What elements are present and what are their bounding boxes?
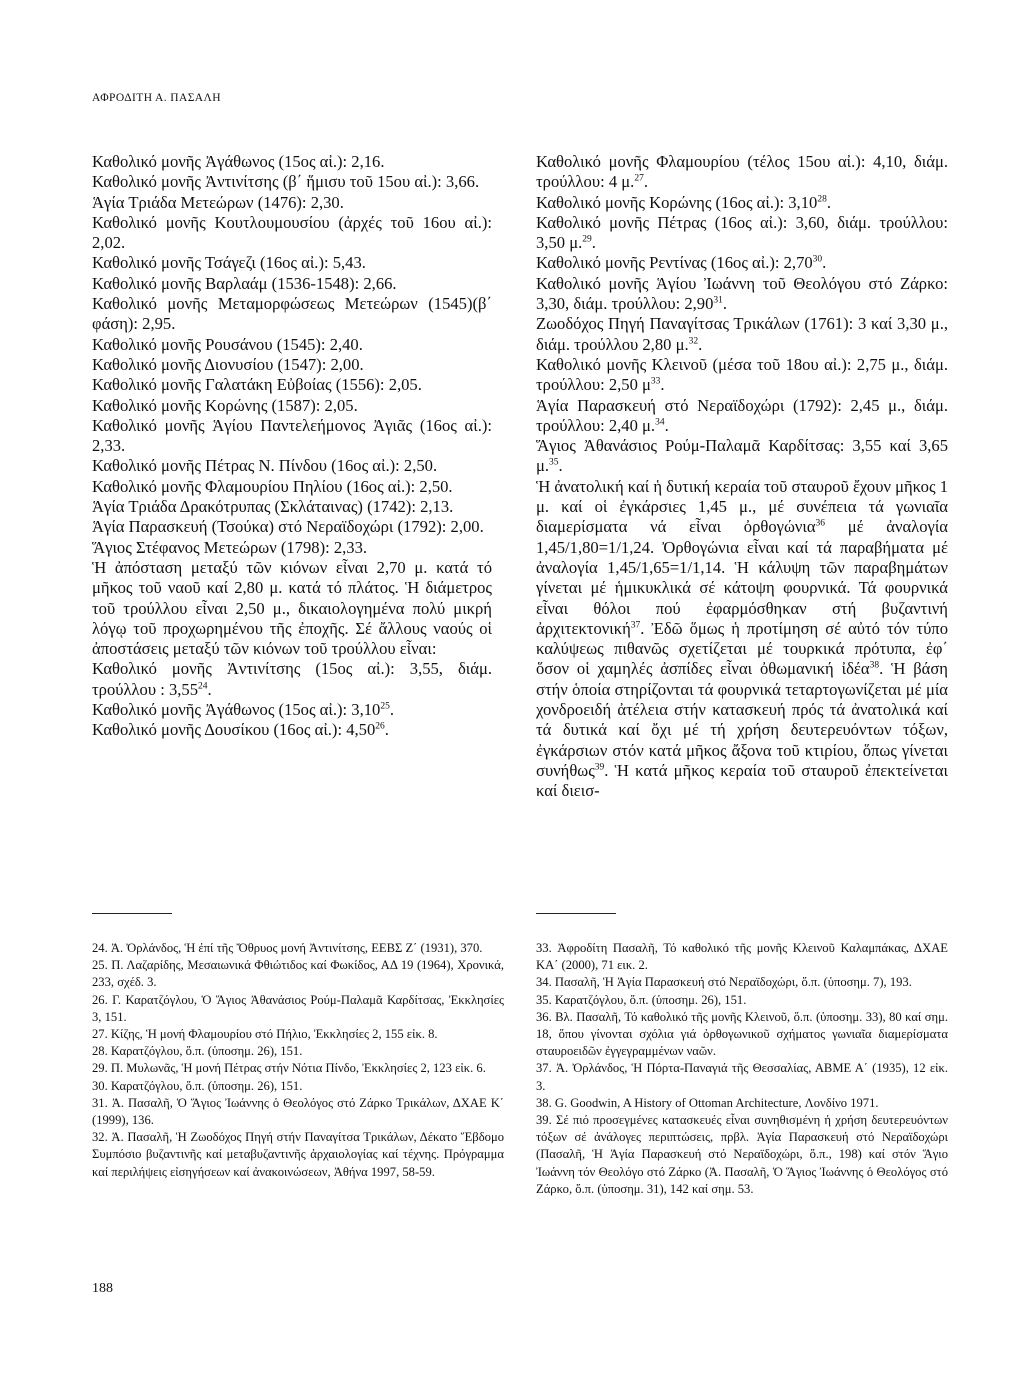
footnote-ref[interactable]: 37 [630,620,641,631]
list-item: Ἅγιος Ἀθανάσιος Ρούμ-Παλαμᾶ Καρδίτσας: 3,55 καί 3,65 μ.$^{35}$. [536,436,948,476]
list-item: Καθολικό μονῆς Ἀντινίτσης (β΄ ἥμισυ τοῦ 15ου αἰ.): 3,66. [92,172,480,192]
list-item: Καθολικό μονῆς Φλαμουρίου (τέλος 15ου αἰ.): 4,10, διάμ. τρούλλου: 4 μ.$^{27}$. [536,152,948,192]
list-item: Ἅγιος Στέφανος Μετεώρων (1798): 2,33. [92,537,368,557]
footnote: 32. Ἀ. Πασαλῆ, Ἡ Ζωοδόχος Πηγή στήν Παναγίτσα Τρικάλων, Δέκατο Ἕβδομο Συμπόσιο βυζαντινῆς καί μεταβυζαντινῆς ἀρχαιολογίας καί τέχνης. Πρόγραμμα καί περιλήψεις εἰσηγήσεων καί ἀνακοινώσεων, Ἀθήνα 1997, 58-59. [92,1130,504,1179]
footnote: 27. Κίζης, Ἡ μονή Φλαμουρίου στό Πήλιο, Ἐκκλησίες 2, 155 εἰκ. 8. [92,1027,438,1042]
footnote: 35. Καρατζόγλου, ὅ.π. (ὑποσημ. 26), 151. [536,992,747,1007]
list-item: Καθολικό μονῆς Ρουσάνου (1545): 2,40. [92,334,363,354]
footnote: 26. Γ. Καρατζόγλου, Ὁ Ἅγιος Ἀθανάσιος Ρούμ-Παλαμᾶ Καρδίτσας, Ἐκκλησίες 3, 151. [92,992,504,1024]
list-item: Καθολικό μονῆς Βαρλαάμ (1536-1548): 2,66. [92,273,397,293]
body-paragraph: Ἡ ἀπόσταση μεταξύ τῶν κιόνων εἶναι 2,70 μ. κατά τό μῆκος τοῦ ναοῦ καί 2,80 μ. κατά τό πλάτος. Ἡ διάμετρος τοῦ τρούλλου εἶναι 2,50 μ., δικαιολογημένα πολύ μικρή λόγῳ τοῦ προχωρημένου τῆς ἐποχῆς. Σέ ἄλλους ναούς οἱ ἀποστάσεις μεταξύ τῶν κιόνων τοῦ τρούλλου εἶναι: [92,557,492,659]
body-paragraph: Ἡ ἀνατολική καί ἡ δυτική κεραία τοῦ σταυροῦ ἔχουν μῆκος 1 μ. καί οἱ ἐγκάρσιες 1,45 μ., μέ συνέπεια τά γωνιαῖα διαμερίσματα νά εἶναι ὀρθογώνια$^{36}$ μέ ἀναλογία 1,45/1,80=1/1,24. Ὀρθογώνια εἶναι καί τά παραβήματα μέ ἀναλογία 1,45/1,65=1/1,14. Ἡ κάλυψη τῶν παραβημάτων γίνεται μέ ἡμικυκλικά σέ κάτοψη φουρνικά. Τά φουρνικά εἶναι θόλοι πού ἐφαρμόσθηκαν στή βυζαντινή ἀρχιτεκτονική$^{37}$. Ἐδῶ ὅμως ἡ προτίμηση σέ αὐτό τόν τύπο καλύψεως πιθανῶς σχετίζεται μέ τουρκικά πρότυπα, ἐφ΄ ὅσον οἱ χαμηλές ἀσπίδες εἶναι ὀθωμανική ἰδέα$^{38}$. Ἡ βάση στήν ὁποία στηρίζονται τά φουρνικά τεταρτογωνίζεται μέ μία χονδροειδή ἀτέλεια στήν κατασκευή πρός τά ἀνατολικά καί τά δυτικά καί ὄχι μέ τή χρήση δευτερευόντων τόξων, ἐγκάρσιων στόν κατά μῆκος ἄξονα τοῦ κτιρίου, ὅπως γίνεται συνήθως$^{39}$. Ἡ κατά μῆκος κεραία τοῦ σταυροῦ ἐπεκτείνεται καί διεισ- [536,476,948,801]
footnote-ref[interactable]: 39 [594,762,605,773]
footnote: 31. Ἀ. Πασαλῆ, Ὁ Ἅγιος Ἰωάννης ὁ Θεολόγος στό Ζάρκο Τρικάλων, ΔΧΑΕ Κ΄ (1999), 136. [92,1095,504,1128]
list-item: Καθολικό μονῆς Κορώνης (16ος αἰ.): 3,10$^{28}$. [536,192,831,212]
list-item: Καθολικό μονῆς Ἀντινίτσης (15ος αἰ.): 3,55, διάμ. τρούλλου : 3,55$^{24}$. [92,659,492,699]
footnote-ref[interactable]: 30 [812,254,823,265]
list-item: Καθολικό μονῆς Ἀγάθωνος (15ος αἰ.): 2,16. [92,152,385,171]
footnote: 36. Βλ. Πασαλῆ, Τό καθολικό τῆς μονῆς Κλεινοῦ, ὅ.π. (ὑποσημ. 33), 80 καί σημ. 18, ὅπου γίνονται σχόλια γιά ὀρθογωνικοῦ σχήματος γωνιαῖα διαμερίσματα σταυροειδῶν ἐγγεγραμμένων ναῶν. [536,1009,948,1059]
footnote: 25. Π. Λαζαρίδης, Μεσαιωνικά Φθιώτιδος καί Φωκίδος, ΑΔ 19 (1964), Χρονικά, 233, σχέδ. 3. [92,958,504,990]
footnote-divider [536,913,616,914]
list-item: Καθολικό μονῆς Ἀγάθωνος (15ος αἰ.): 3,10$^{25}$. [92,700,394,720]
footnote-ref[interactable]: 26 [375,721,385,732]
footnote-ref[interactable]: 27 [634,173,644,184]
list-item: Ἁγία Παρασκευή (Τσούκα) στό Νεραϊδοχώρι (1792): 2,00. [92,517,484,537]
page-number: 188 [92,1281,113,1296]
list-item: Ἁγία Τριάδα Δρακότρυπας (Σκλάταινας) (1742): 2,13. [92,497,454,517]
footnote-ref[interactable]: 38 [869,660,880,671]
footnote-ref[interactable]: 24 [198,681,208,692]
footnote: 38. G. Goodwin, A History of Ottoman Architecture, Λονδίνο 1971. [536,1095,879,1110]
list-item: Ἁγία Τριάδα Μετεώρων (1476): 2,30. [92,192,344,212]
list-item: Καθολικό μονῆς Ἁγίου Ἰωάννη τοῦ Θεολόγου στό Ζάρκο: 3,30, διάμ. τρούλλου: 2,90$^{31}$. [536,273,948,314]
list-item: Καθολικό μονῆς Διονυσίου (1547): 2,00. [92,354,364,374]
footnote: 28. Καρατζόγλου, ὅ.π. (ὑποσημ. 26), 151. [92,1044,303,1059]
footnote: 30. Καρατζόγλου, ὅ.π. (ὑποσημ. 26), 151. [92,1078,303,1093]
list-item: Καθολικό μονῆς Γαλατάκη Εὐβοίας (1556): 2,05. [92,375,422,395]
right-text-column [536,152,948,802]
footnote-ref[interactable]: 34 [655,417,665,428]
list-item: Καθολικό μονῆς Ἁγίου Παντελεήμονος Ἀγιᾶς (16ος αἰ.): 2,33. [92,415,492,456]
footnote-ref[interactable]: 32 [688,336,699,347]
footnote-divider [92,913,172,914]
list-item: Καθολικό μονῆς Δουσίκου (16ος αἰ.): 4,50$^{26}$. [92,720,389,740]
footnote: 39. Σέ πιό προσεγμένες κατασκευές εἶναι συνηθισμένη ἡ χρήση δευτερευόντων τόξων σέ ἀνάλογες περιπτώσεις, πρβλ. Ἁγία Παρασκευή στό Νεραϊδοχώρι (Πασαλῆ, Ἡ Ἁγία Παρασκευή στό Νεραϊδοχώρι, ὅ.π., 198) καί στόν Ἅγιο Ἰωάννη τόν Θεολόγο στό Ζάρκο (Ἀ. Πασαλῆ, Ὁ Ἅγιος Ἰωάννης ὁ Θεολόγος στό Ζάρκο, ὅ.π. (ὑποσημ. 31), 142 καί σημ. 53. [536,1113,948,1196]
list-item: Καθολικό μονῆς Πέτρας Ν. Πίνδου (16ος αἰ.): 2,50. [92,456,438,476]
footnotes-left [92,940,504,1181]
list-item: Καθολικό μονῆς Κουτλουμουσίου (ἀρχές τοῦ 16ου αἰ.): 2,02. [92,212,492,253]
footnote: 24. Ἀ. Ὀρλάνδος, Ἡ ἐπί τῆς Ὄθρυος μονή Ἀντινίτσης, ΕΕΒΣ Ζ΄ (1931), 370. [92,941,483,955]
footnote: 33. Ἀφροδίτη Πασαλῆ, Τό καθολικό τῆς μονῆς Κλεινοῦ Καλαμπάκας, ΔΧΑΕ ΚΑ΄ (2000), 71 εικ. 2. [536,941,948,973]
footnote: 37. Ἀ. Ὀρλάνδος, Ἡ Πόρτα-Παναγιά τῆς Θεσσαλίας, ΑΒΜΕ Α΄ (1935), 12 εἰκ. 3. [536,1061,948,1093]
footnote-ref[interactable]: 36 [815,518,826,529]
footnote-ref[interactable]: 29 [582,234,592,245]
list-item: Καθολικό μονῆς Κορώνης (1587): 2,05. [92,395,358,415]
footnote-ref[interactable]: 33 [650,376,661,387]
list-item: Καθολικό μονῆς Τσάγεζι (16ος αἰ.): 5,43. [92,253,366,273]
list-item: Ζωοδόχος Πηγή Παναγίτσας Τρικάλων (1761): 3 καί 3,30 μ., διάμ. τρούλλου 2,80 μ.$^{32}$. [536,314,948,354]
footnote-ref[interactable]: 31 [713,295,723,306]
list-item: Καθολικό μονῆς Πέτρας (16ος αἰ.): 3,60, διάμ. τρούλλου: 3,50 μ.$^{29}$. [536,212,948,253]
left-text-column [92,152,492,741]
list-item: Ἁγία Παρασκευή στό Νεραϊδοχώρι (1792): 2,45 μ., διάμ. τρούλλου: 2,40 μ.$^{34}$. [536,395,948,435]
footnote-ref[interactable]: 25 [380,701,390,712]
footnote-ref[interactable]: 35 [549,457,559,468]
footnotes-right [536,940,948,1198]
footnote-ref[interactable]: 28 [817,194,827,205]
list-item: Καθολικό μονῆς Κλεινοῦ (μέσα τοῦ 18ου αἰ.): 2,75 μ., διάμ. τρούλλου: 2,50 $\mu^{33}$. [536,354,948,395]
list-item: Καθολικό μονῆς Ρεντίνας (16ος αἰ.): 2,70$^{30}$. [536,253,827,273]
running-head: ΑΦΡΟΔΙΤΗ Α. ΠΑΣΑΛΗ [92,92,221,104]
footnote: 34. Πασαλῆ, Ἡ Ἁγία Παρασκευή στό Νεραϊδοχώρι, ὅ.π. (ὑποσημ. 7), 193. [536,975,912,990]
list-item: Καθολικό μονῆς Μεταμορφώσεως Μετεώρων (1545)(β΄ φάση): 2,95. [92,294,492,334]
list-item: Καθολικό μονῆς Φλαμουρίου Πηλίου (16ος αἰ.): 2,50. [92,476,453,496]
footnote: 29. Π. Μυλωνᾶς, Ἡ μονή Πέτρας στήν Νότια Πίνδο, Ἐκκλησίες 2, 123 εἰκ. 6. [92,1061,486,1076]
